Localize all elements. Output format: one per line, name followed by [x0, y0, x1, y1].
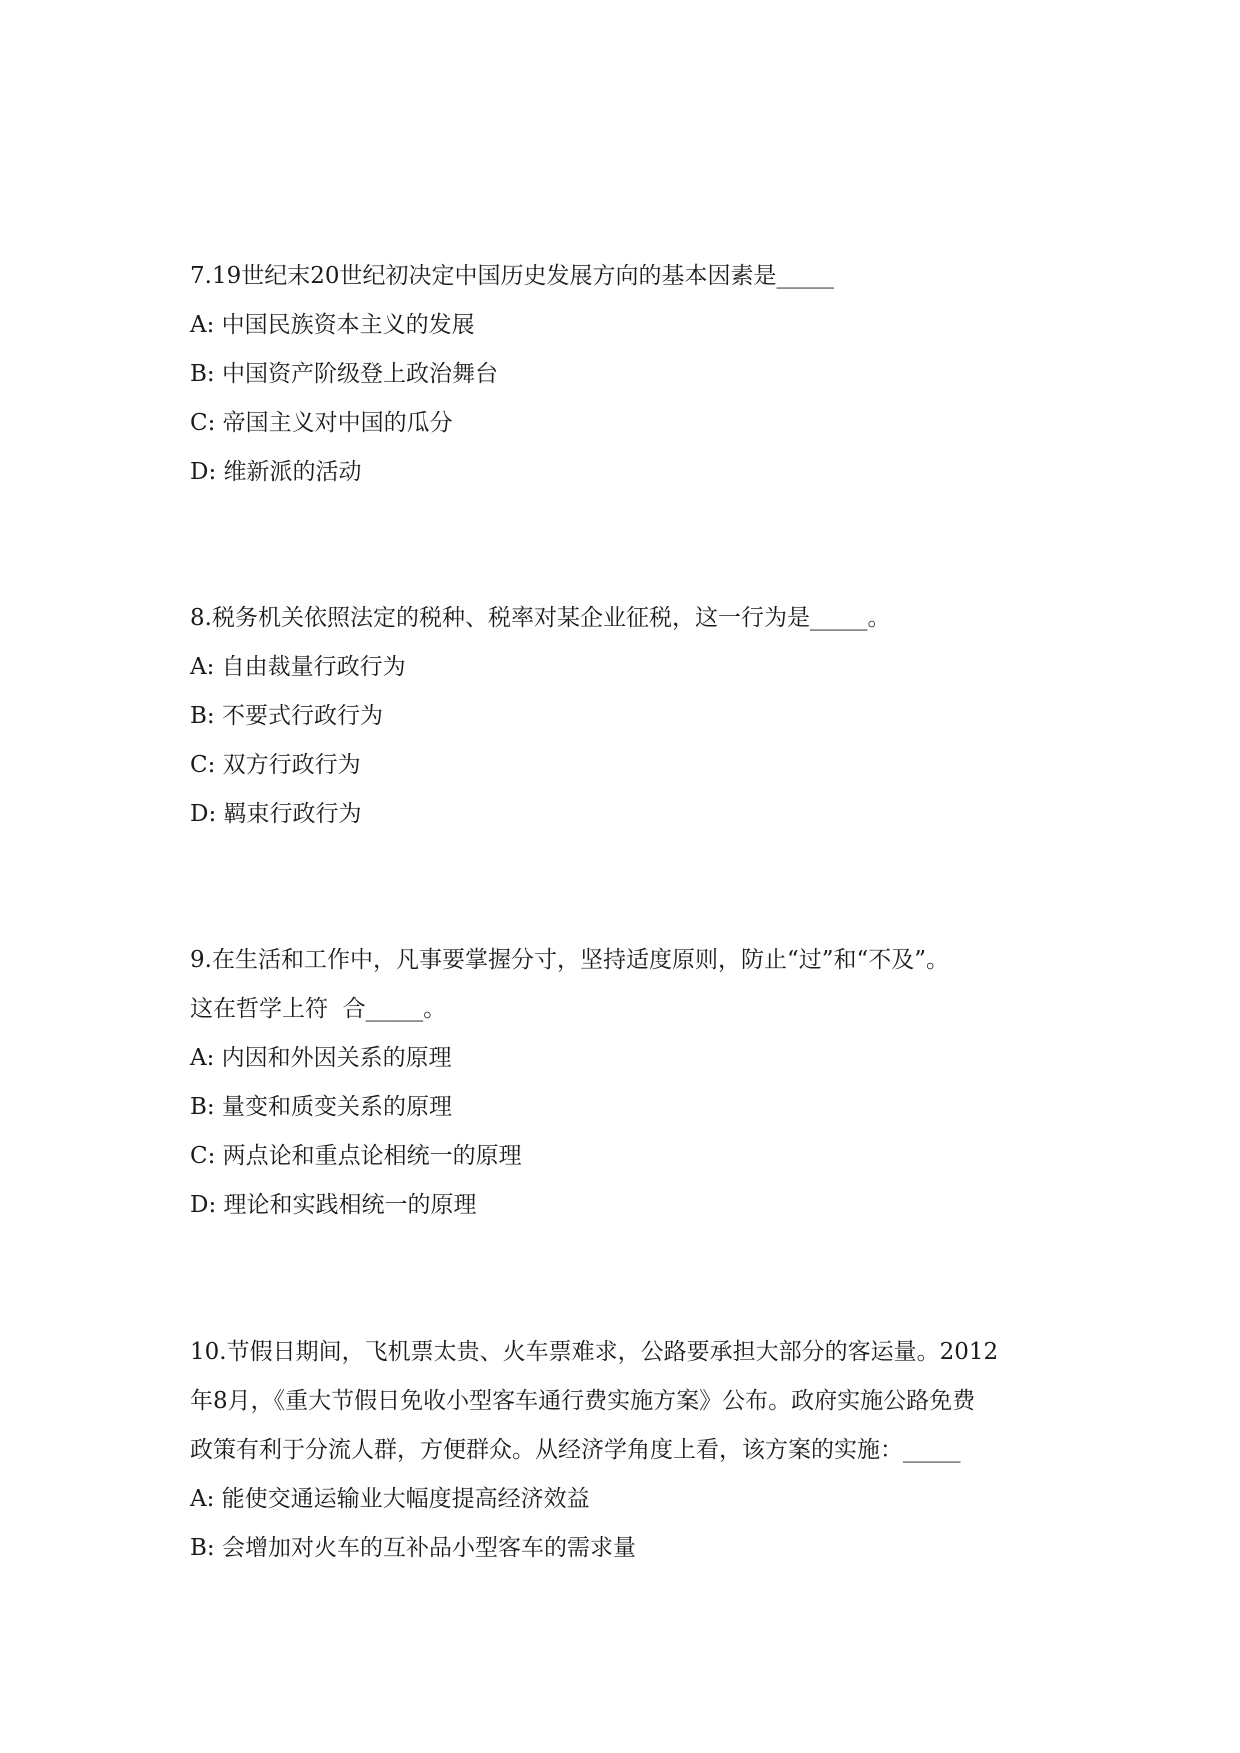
question-spacer [190, 839, 1060, 936]
question-stem-line: 这在哲学上符 合_____。 [190, 996, 447, 1022]
question-stem-line: 10.节假日期间，飞机票太贵、火车票难求，公路要承担大部分的客运量。2012 [190, 1339, 999, 1365]
option-b: B: 量变和质变关系的原理 [190, 1094, 452, 1120]
option-b: B: 不要式行政行为 [190, 703, 383, 729]
question-stem-line: 政策有利于分流人群，方便群众。从经济学角度上看，该方案的实施：_____ [190, 1437, 961, 1463]
question-7 [190, 252, 1060, 497]
question-10 [190, 1328, 1060, 1573]
question-spacer [190, 1230, 1060, 1328]
option-a: A: 自由裁量行政行为 [190, 654, 406, 680]
question-9 [190, 936, 1060, 1230]
option-d: D: 维新派的活动 [190, 459, 362, 485]
question-stem-line: 7.19世纪末20世纪初决定中国历史发展方向的基本因素是_____ [190, 263, 834, 289]
question-spacer [190, 497, 1060, 594]
option-c: C: 双方行政行为 [190, 752, 361, 778]
option-a: A: 能使交通运输业大幅度提高经济效益 [190, 1486, 590, 1512]
option-a: A: 中国民族资本主义的发展 [190, 312, 475, 338]
option-a: A: 内因和外因关系的原理 [190, 1045, 452, 1071]
option-d: D: 羁束行政行为 [190, 801, 362, 827]
question-8 [190, 594, 1060, 839]
option-b: B: 中国资产阶级登上政治舞台 [190, 361, 498, 387]
option-b: B: 会增加对火车的互补品小型客车的需求量 [190, 1535, 636, 1561]
question-stem-line: 9.在生活和工作中，凡事要掌握分寸，坚持适度原则，防止“过”和“不及”。 [190, 947, 949, 973]
question-stem-line: 年8月，《重大节假日免收小型客车通行费实施方案》公布。政府实施公路免费 [190, 1388, 976, 1414]
question-list [190, 252, 1060, 1573]
option-d: D: 理论和实践相统一的原理 [190, 1192, 477, 1218]
option-c: C: 两点论和重点论相统一的原理 [190, 1143, 522, 1169]
option-c: C: 帝国主义对中国的瓜分 [190, 410, 453, 436]
question-stem-line: 8.税务机关依照法定的税种、税率对某企业征税，这一行为是_____。 [190, 605, 891, 631]
